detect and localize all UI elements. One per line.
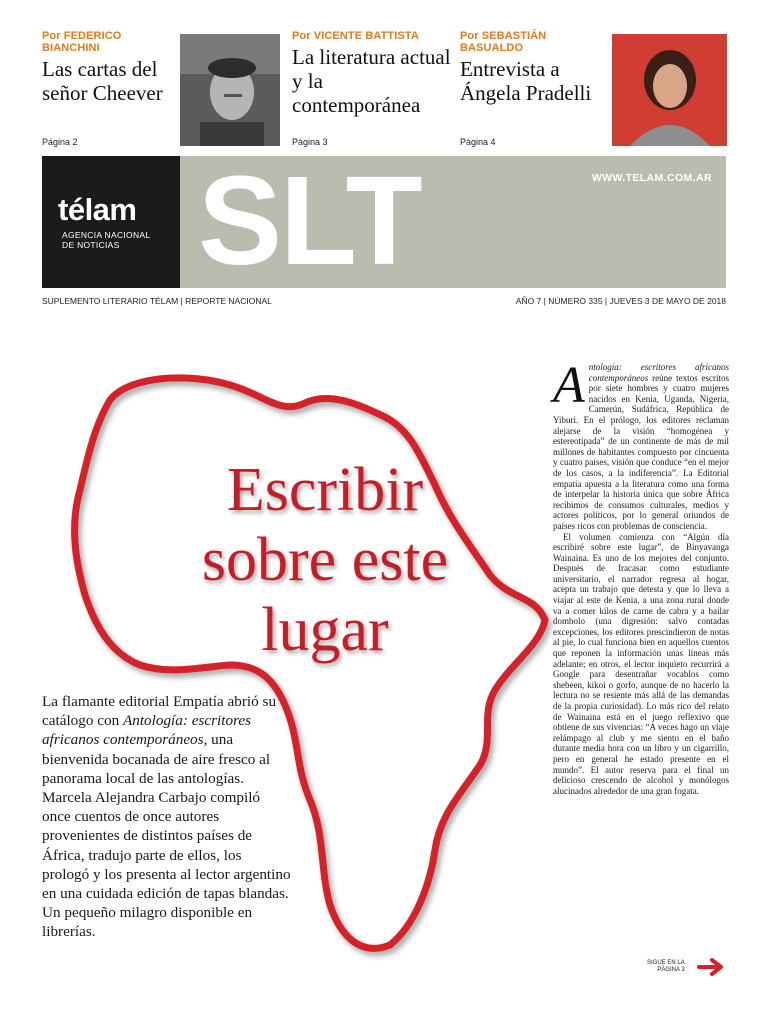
teaser-page: Página 2: [42, 137, 78, 147]
issue-info: AÑO 7 | NÚMERO 335 | JUEVES 3 DE MAYO DE 2018: [515, 296, 726, 306]
pradelli-photo: [612, 34, 727, 146]
teaser-byline: Por FEDERICO BIANCHINI: [42, 30, 122, 54]
continue-line-2: PÁGINA 3: [657, 967, 685, 973]
intro-text-2: , una bienvenida bocanada de aire fresco al panorama local de las antologías. Marcela Alejandra Carbajo compiló once cuentos de once autores provenientes de distintos países de África, tradujo parte de ellos, los prologó y los presenta al lector argentino en una cuidada edición de tapas blandas. Un pequeño milagro disponible en librerías.: [42, 731, 291, 941]
intro-paragraph: [42, 692, 292, 942]
intro-text-1: La flamante editorial Empatía abrió su catálogo con: [42, 693, 277, 730]
teaser-byline: Por SEBASTIÁN BASUALDO: [460, 30, 547, 54]
article-book-title: ntología: escritores africanos contemporáneos: [588, 362, 729, 383]
drop-cap: A: [553, 357, 585, 414]
section-title: SLT: [198, 150, 421, 291]
cheever-photo: [180, 34, 280, 146]
headline-line-2: sobre este: [201, 526, 449, 594]
teaser-byline: Por VICENTE BATTISTA: [292, 30, 419, 42]
arrow-right-icon[interactable]: [697, 958, 727, 976]
agency-line-1: AGENCIA NACIONAL: [62, 230, 151, 240]
telam-logo-box[interactable]: [42, 156, 180, 288]
teaser-basualdo[interactable]: [460, 30, 608, 147]
telam-logo: télam: [58, 192, 137, 227]
article-paragraph-2: El volumen comienza con “Algún día escribiré sobre este lugar”, de Binyavanga Wainaina. Es uno de los mejores del conjunto. Después de fracasar como estudiante universitario, el narrador regresa al hogar, acepta un trabajo que detesta y que lo lleva a viajar al este de Kenia, a una zona rural donde va a comer kilos de carne de cabra y a bailar dombolo (una digresión: salvo contadas excepciones, los editores prescindieron de notas al pie, lo cual funciona bien en aquellos cuentos que reponen la información unas líneas más adelante; en otros, el lector inquieto recurrirá a Google para desentrañar vocablos como shebeen, kikoi o gorfo, aunque de no hacerlo la lectura no se resiente más allá de las demandas de la propia curiosidad). Lo más rico del relato de Wainaina está en el juego reflexivo que obtiene de sus vivencias: “A veces hago un viaje relámpago al club y me siento en el baño durante media hora con un libro y un cigarrillo, pero en general he estado presente en el mundo”. El autor reserva para el final un delicioso crescendo de alcohol y monólogos alucinados alrededor de una gran fogata.: [553, 531, 729, 796]
continue-line-1: SIGUE EN LA: [647, 960, 685, 966]
agency-line-2: DE NOTICIAS: [62, 240, 120, 250]
book-title: Antología: escritores africanos contemporáneos: [42, 712, 252, 749]
site-url[interactable]: WWW.TELAM.COM.AR: [591, 172, 712, 184]
teaser-battista[interactable]: [292, 30, 452, 147]
headline-line-3: lugar: [261, 596, 389, 664]
teaser-title[interactable]: Las cartas del señor Cheever: [42, 57, 163, 105]
supplement-label: SUPLEMENTO LITERARIO TÉLAM | REPORTE NACIONAL: [42, 296, 272, 306]
section-banner: [180, 150, 726, 291]
article-body: [553, 357, 729, 796]
teaser-page: Página 3: [292, 137, 328, 147]
headline-line-1: Escribir: [226, 456, 424, 524]
teaser-title[interactable]: La literatura actual y la contemporánea: [292, 45, 451, 117]
article-text-1: reúne textos escritos por siete hombres y cuatro mujeres nacidos en Kenia, Uganda, Nigeria, Camerún, Sudáfrica, República de Yiburi. En el prólogo, los editores reclaman alejarse de la visión “homogénea y estereotipada” de un continente de más de mil millones de habitantes compuesto por cincuenta y cuatro países, visión que conduce “en el mejor de los casos, a la indiferencia”. La Editorial empatía apuesta a la literatura como una forma de interpelar la historia única que sobre África recibimos de consumos culturales, medios y actores políticos, por lo general oriundos de países ricos con problemas de consciencia.: [553, 372, 729, 531]
teaser-page: Página 4: [460, 137, 496, 147]
teaser-title[interactable]: Entrevista a Ángela Pradelli: [460, 57, 592, 105]
continue-notice[interactable]: [647, 960, 685, 974]
agency-tagline: [62, 230, 150, 250]
main-headline: [150, 455, 500, 665]
teaser-bianchini[interactable]: [42, 30, 177, 147]
